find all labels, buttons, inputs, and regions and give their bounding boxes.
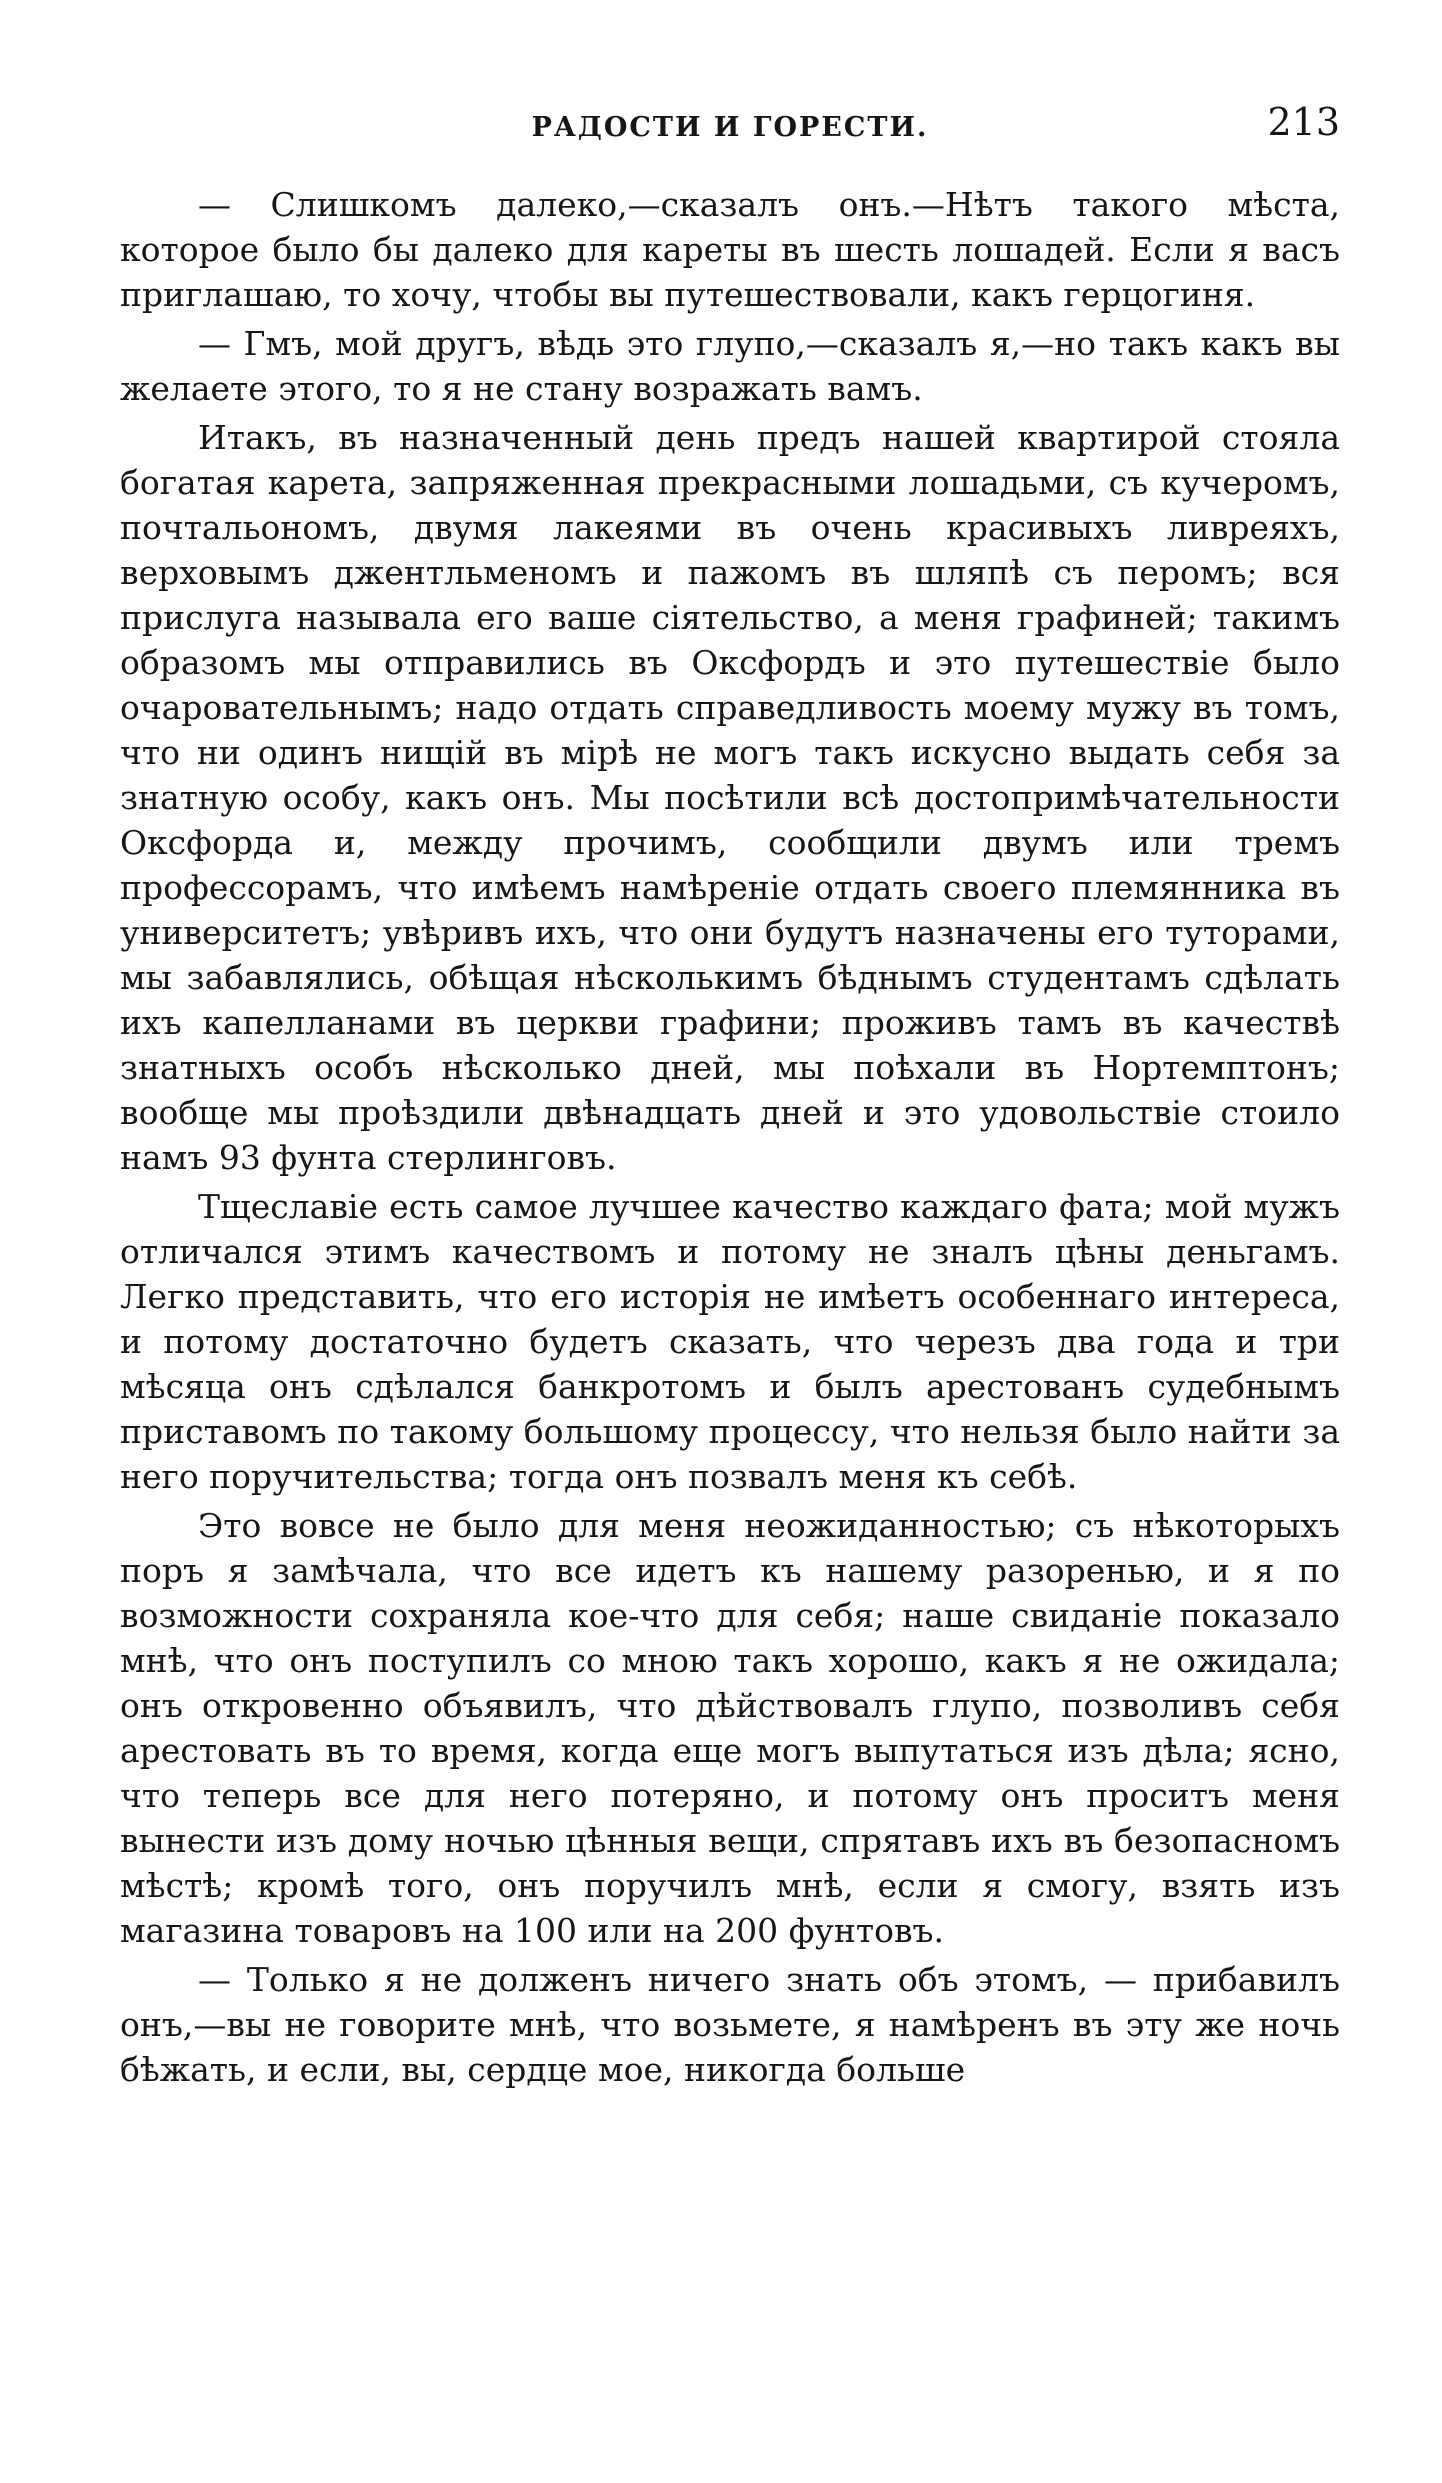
- page-number: 213: [1267, 100, 1340, 144]
- paragraph: — Только я не долженъ ничего знать объ этомъ, — прибавилъ онъ,—вы не говорите мнѣ, что возьмете, я намѣренъ въ эту же ночь бѣжать, и если, вы, сердце мое, никогда больше: [120, 1960, 1340, 2089]
- paragraph: — Гмъ, мой другъ, вѣдь это глупо,—сказалъ я,—но такъ какъ вы желаете этого, то я не стану возражать вамъ.: [120, 324, 1340, 408]
- body-text: [120, 182, 1340, 2092]
- paragraph: — Слишкомъ далеко,—сказалъ онъ.—Нѣтъ такого мѣста, которое было бы далеко для кареты въ шесть лошадей. Если я васъ приглашаю, то хочу, чтобы вы путешествовали, какъ герцогиня.: [120, 185, 1340, 314]
- book-page: [120, 100, 1340, 2092]
- paragraph: Итакъ, въ назначенный день предъ нашей квартирой стояла богатая карета, запряженная прекрасными лошадьми, съ кучеромъ, почтальономъ, двумя лакеями въ очень красивыхъ ливреяхъ, верховымъ джентльменомъ и пажомъ въ шляпѣ съ перомъ; вся прислуга называла его ваше сіятельство, а меня графиней; такимъ образомъ мы отправились въ Оксфордъ и это путешествіе было очаровательнымъ; надо отдать справедливость моему мужу въ томъ, что ни одинъ нищій въ мірѣ не могъ такъ искусно выдать себя за знатную особу, какъ онъ. Мы посѣтили всѣ достопримѣчательности Оксфорда и, между прочимъ, сообщили двумъ или тремъ профессорамъ, что имѣемъ намѣреніе отдать своего племянника въ университетъ; увѣривъ ихъ, что они будутъ назначены его туторами, мы забавлялись, обѣщая нѣсколькимъ бѣднымъ студентамъ сдѣлать ихъ капелланами въ церкви графини; проживъ тамъ въ качествѣ знатныхъ особъ нѣсколько дней, мы поѣхали въ Нортемптонъ; вообще мы проѣздили двѣнадцать дней и это удовольствіе стоило намъ 93 фунта стерлинговъ.: [120, 418, 1340, 1177]
- paragraph: Это вовсе не было для меня неожиданностью; съ нѣкоторыхъ поръ я замѣчала, что все идетъ къ нашему разоренью, и я по возможности сохраняла кое-что для себя; наше свиданіе показало мнѣ, что онъ поступилъ со мною такъ хорошо, какъ я не ожидала; онъ откровенно объявилъ, что дѣйствовалъ глупо, позволивъ себя арестовать въ то время, когда еще могъ выпутаться изъ дѣла; ясно, что теперь все для него потеряно, и потому онъ проситъ меня вынести изъ дому ночью цѣнныя вещи, спрятавъ ихъ въ безопасномъ мѣстѣ; кромѣ того, онъ поручилъ мнѣ, если я смогу, взять изъ магазина товаровъ на 100 или на 200 фунтовъ.: [120, 1506, 1340, 1950]
- running-head: [120, 100, 1340, 160]
- running-title: РАДОСТИ И ГОРЕСТИ.: [531, 112, 929, 143]
- paragraph: Тщеславіе есть самое лучшее качество каждаго фата; мой мужъ отличался этимъ качествомъ и потому не зналъ цѣны деньгамъ. Легко представить, что его исторія не имѣетъ особеннаго интереса, и потому достаточно будетъ сказать, что черезъ два года и три мѣсяца онъ сдѣлался банкротомъ и былъ арестованъ судебнымъ приставомъ по такому большому процессу, что нельзя было найти за него поручительства; тогда онъ позвалъ меня къ себѣ.: [120, 1187, 1340, 1496]
